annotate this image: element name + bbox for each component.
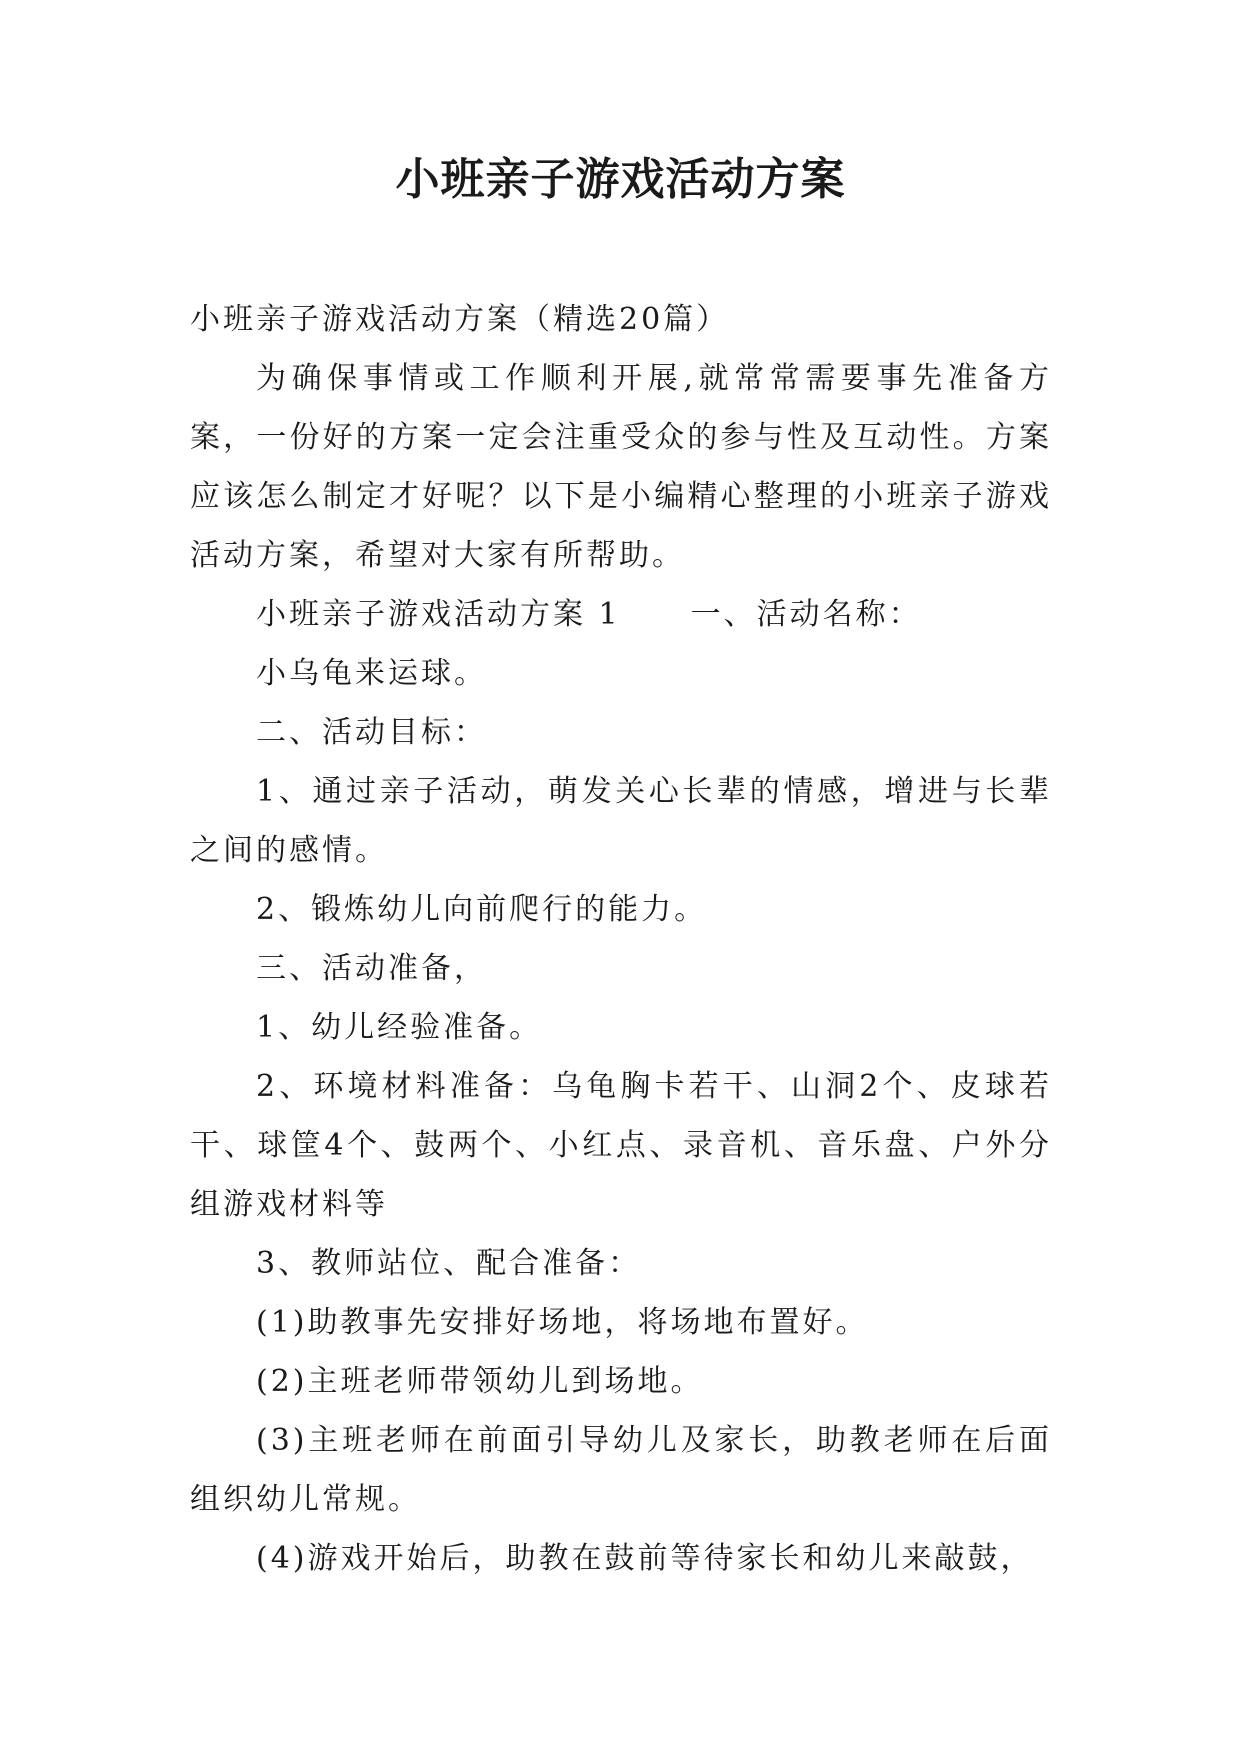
prep-item-1: 1、幼儿经验准备。	[256, 1010, 543, 1045]
subtitle: 小班亲子游戏活动方案（精选20篇）	[190, 302, 730, 337]
step-item-4: (4)游戏开始后，助教在鼓前等待家长和幼儿来敲鼓，	[256, 1541, 1034, 1576]
document-body	[190, 290, 1052, 1588]
goal-item-2: 2、锻炼幼儿向前爬行的能力。	[256, 892, 708, 927]
goal-item-1: 1、通过亲子活动，萌发关心长辈的情感，增进与长辈之间的感情。	[190, 774, 1052, 868]
section-heading-line	[190, 585, 1052, 644]
prep-heading: 三、活动准备，	[256, 951, 487, 986]
step-item-3: (3)主班老师在前面引导幼儿及家长，助教老师在后面组织幼儿常规。	[190, 1423, 1052, 1517]
goals-heading: 二、活动目标：	[256, 715, 487, 750]
activity-name-label: 一、活动名称：	[690, 597, 922, 632]
section-heading: 小班亲子游戏活动方案 1	[256, 597, 621, 632]
page-title: 小班亲子游戏活动方案	[395, 154, 846, 205]
intro-paragraph: 为确保事情或工作顺利开展,就常常需要事先准备方案，一份好的方案一定会注重受众的参与性及互动性。方案应该怎么制定才好呢？以下是小编精心整理的小班亲子游戏活动方案，希望对大家有所帮助。	[190, 361, 1052, 573]
step-item-1: (1)助教事先安排好场地，将场地布置好。	[256, 1305, 869, 1340]
step-item-2: (2)主班老师带领幼儿到场地。	[256, 1364, 704, 1399]
activity-name: 小乌龟来运球。	[256, 656, 487, 691]
prep-item-3: 3、教师站位、配合准备：	[256, 1246, 642, 1281]
prep-item-2: 2、环境材料准备：乌龟胸卡若干、山洞2个、皮球若干、球筐4个、鼓两个、小红点、录音机、音乐盘、户外分组游戏材料等	[190, 1069, 1052, 1222]
